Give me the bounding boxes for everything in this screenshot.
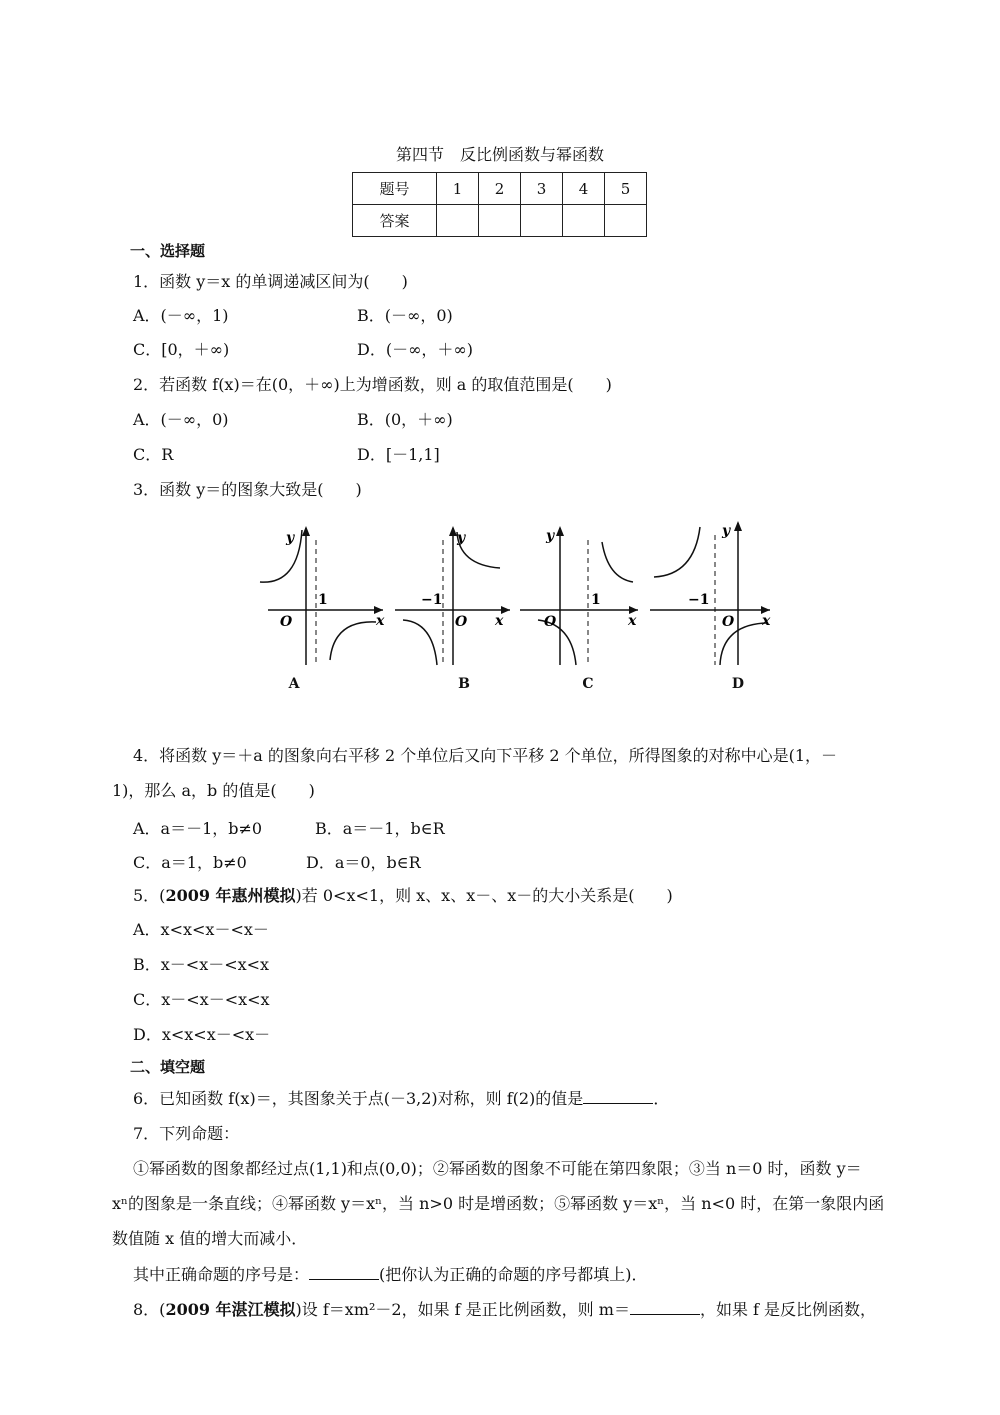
question-stem: 1．函数 y＝x 的单调递减区间为( ) — [133, 272, 408, 291]
answer-cell[interactable] — [479, 205, 521, 237]
option-a: A．(－∞，0) — [133, 410, 229, 429]
question-stem: 4．将函数 y＝＋a 的图象向右平移 2 个单位后又向下平移 2 个单位，所得图象的对称中心是(1，－ — [133, 746, 838, 765]
graph-label: C — [582, 676, 594, 692]
table-cell-label: 答案 — [353, 205, 437, 237]
answer-cell[interactable] — [521, 205, 563, 237]
asymptote-label: 1 — [318, 592, 328, 608]
answer-blank[interactable] — [309, 1263, 379, 1280]
answer-cell[interactable] — [437, 205, 479, 237]
statement-line: xⁿ的图象是一条直线；④幂函数 y＝xⁿ，当 n>0 时是增函数；⑤幂函数 y＝xⁿ，当 n<0 时，在第一象限内函 — [112, 1194, 885, 1213]
asymptote-label: 1 — [591, 592, 601, 608]
graph-a — [258, 520, 388, 670]
question-stem — [133, 1087, 669, 1110]
graph-c — [518, 520, 643, 670]
axis-y-label: y — [286, 530, 295, 546]
origin-label: O — [280, 614, 293, 630]
option-c: C．R — [133, 445, 174, 464]
answer-blank[interactable] — [583, 1087, 653, 1104]
q7-hint: (把你认为正确的命题的序号都填上)． — [379, 1265, 648, 1284]
table-cell-label: 题号 — [353, 173, 437, 205]
graph-label: D — [731, 676, 745, 692]
table-cell: 4 — [563, 173, 605, 205]
question-stem: 7．下列命题： — [133, 1124, 240, 1143]
option-b: B．x－<x－<x<x — [133, 955, 270, 974]
q7-prompt: 其中正确命题的序号是： — [133, 1265, 310, 1284]
option-a: A．(－∞，1) — [133, 306, 229, 325]
asymptote-label: −1 — [421, 592, 443, 608]
axis-x-label: x — [762, 613, 771, 629]
question-prompt — [133, 1263, 648, 1286]
statement-line: 数值随 x 值的增大而减小． — [112, 1229, 308, 1248]
graph-b — [395, 520, 515, 670]
stem-rest: ，如果 f 是反比例函数， — [699, 1300, 877, 1319]
table-cell: 5 — [605, 173, 647, 205]
stem-rest: )若 0<x<1，则 x、x、x－、x－的大小关系是( ) — [295, 886, 673, 905]
stem-prefix: 5．( — [133, 886, 166, 905]
option-d: D．x<x<x－<x－ — [133, 1025, 271, 1044]
source-tag: 2009 年湛江模拟 — [165, 1300, 296, 1319]
table-cell: 1 — [437, 173, 479, 205]
stem-rest: )设 f＝xm²－2，如果 f 是正比例函数，则 m＝ — [295, 1300, 630, 1319]
section-heading: 一、选择题 — [130, 242, 206, 260]
q6-tail: ． — [653, 1089, 670, 1108]
option-c: C．[0，＋∞) — [133, 340, 230, 359]
option-d: D．a＝0，b∈R — [306, 853, 421, 872]
answer-cell[interactable] — [563, 205, 605, 237]
answer-cell[interactable] — [605, 205, 647, 237]
question-stem: 3．函数 y＝的图象大致是( ) — [133, 480, 362, 499]
q6-text: 6．已知函数 f(x)＝，其图象关于点(－3,2)对称，则 f(2)的值是 — [133, 1089, 584, 1108]
table-cell: 3 — [521, 173, 563, 205]
origin-label: O — [544, 614, 557, 630]
option-a: A．a＝－1，b≠0 — [133, 819, 263, 838]
answer-table — [352, 172, 647, 237]
question-stem — [133, 1298, 876, 1321]
graph-d — [650, 515, 775, 670]
option-c: C．x－<x－<x<x — [133, 990, 270, 1009]
origin-label: O — [722, 614, 735, 630]
axis-x-label: x — [495, 613, 504, 629]
table-cell: 2 — [479, 173, 521, 205]
page-title: 第四节 反比例函数与幂函数 — [395, 145, 604, 164]
option-a: A．x<x<x－<x－ — [133, 920, 269, 939]
option-d: D．[－1,1] — [357, 445, 440, 464]
stem-prefix: 8．( — [133, 1300, 166, 1319]
question-stem: 2．若函数 f(x)＝在(0，＋∞)上为增函数，则 a 的取值范围是( ) — [133, 375, 612, 394]
axis-y-label: y — [722, 523, 731, 539]
table-row — [353, 173, 647, 205]
table-row — [353, 205, 647, 237]
graph-label: B — [458, 676, 470, 692]
axis-x-label: x — [376, 613, 385, 629]
question-stem-cont: 1)，那么 a，b 的值是( ) — [112, 781, 315, 800]
option-b: B．(－∞，0) — [357, 306, 453, 325]
option-c: C．a＝1，b≠0 — [133, 853, 247, 872]
statement-line: ①幂函数的图象都经过点(1,1)和点(0,0)；②幂函数的图象不可能在第四象限；③当 n＝0 时，函数 y＝ — [133, 1159, 862, 1178]
axis-x-label: x — [628, 613, 637, 629]
origin-label: O — [455, 614, 468, 630]
graph-label: A — [288, 676, 300, 692]
axis-y-label: y — [546, 528, 555, 544]
asymptote-label: −1 — [688, 592, 710, 608]
option-d: D．(－∞，＋∞) — [357, 340, 473, 359]
option-b: B．(0，＋∞) — [357, 410, 453, 429]
option-b: B．a＝－1，b∈R — [315, 819, 445, 838]
section-heading: 二、填空题 — [130, 1058, 206, 1076]
answer-blank[interactable] — [630, 1298, 700, 1315]
axis-y-label: y — [457, 530, 466, 546]
question-stem — [133, 885, 673, 907]
source-tag: 2009 年惠州模拟 — [165, 886, 296, 905]
